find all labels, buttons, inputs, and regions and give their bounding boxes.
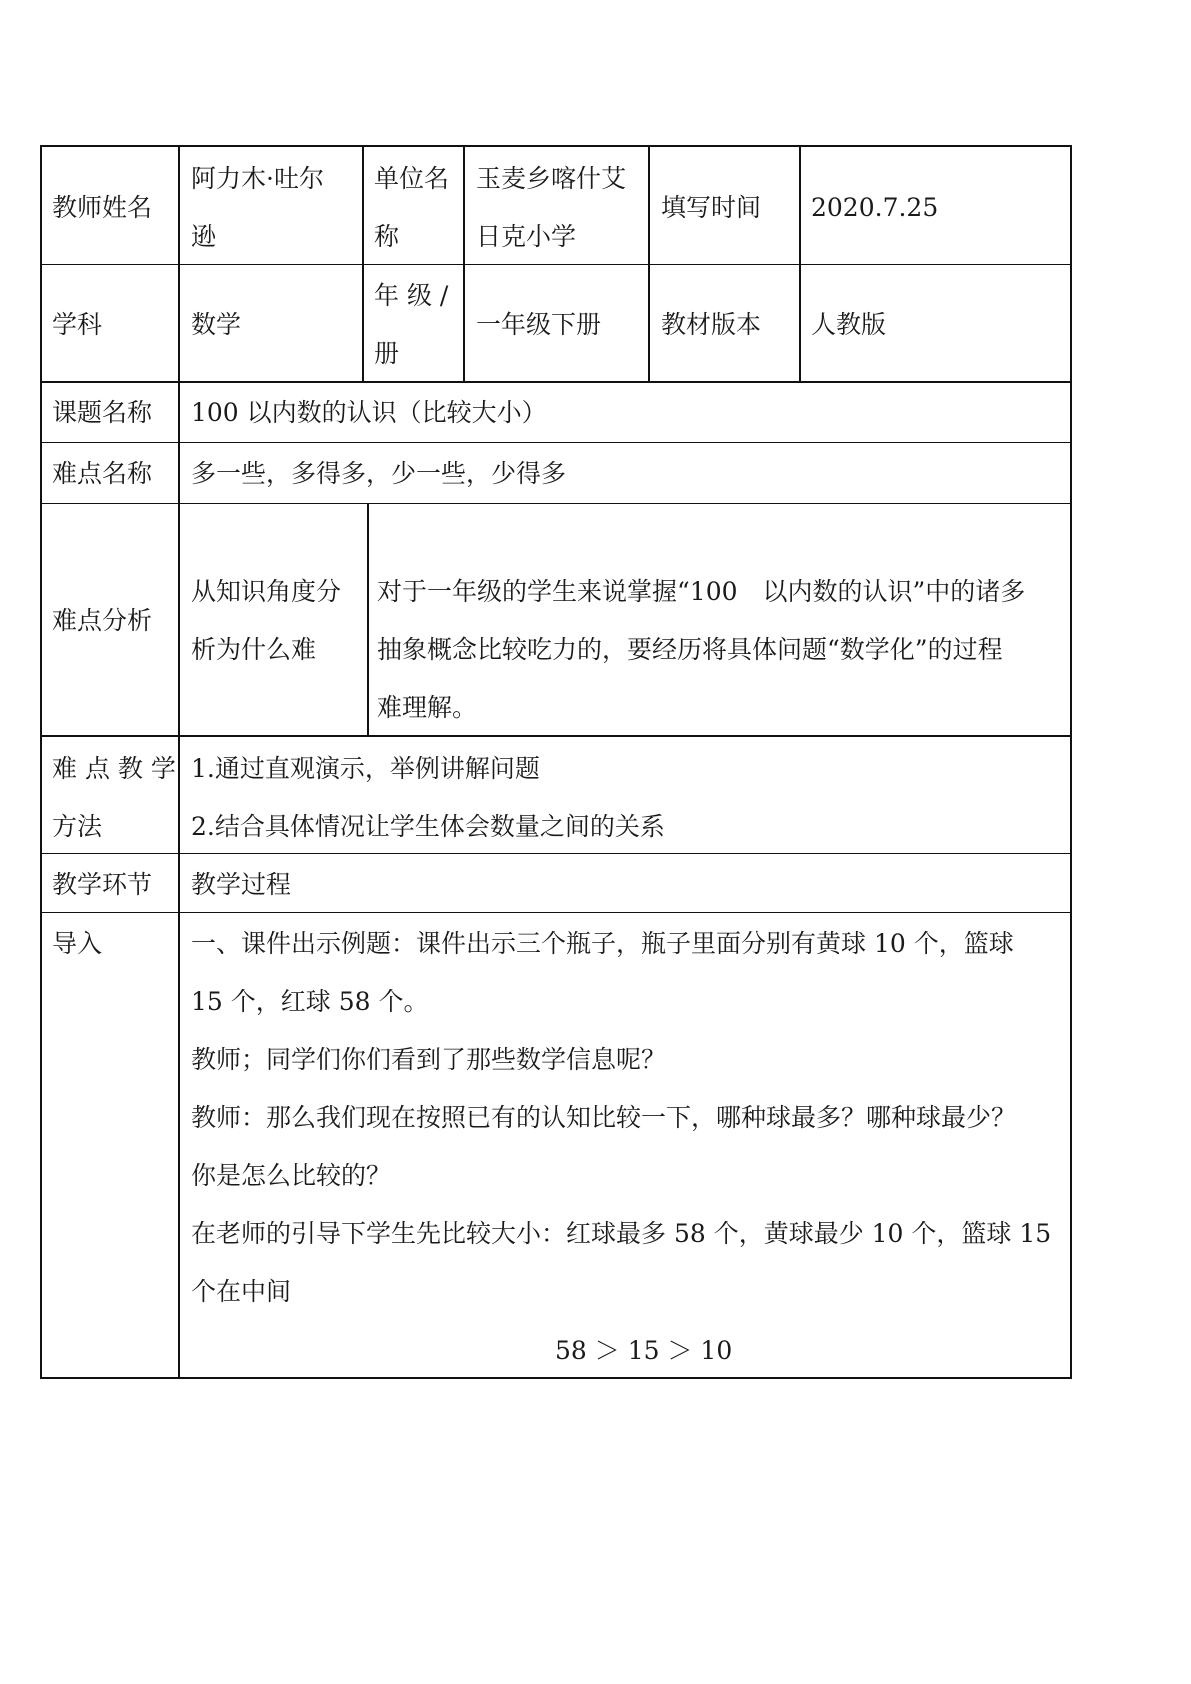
analysis-divider xyxy=(367,503,369,736)
difficulty-label: 难点名称 xyxy=(52,459,153,488)
grade-label-line1: 年 级 / xyxy=(374,281,449,310)
edition-value: 人教版 xyxy=(811,310,887,339)
date-value: 2020.7.25 xyxy=(811,193,939,222)
difficulty-value: 多一些，多得多，少一些，少得多 xyxy=(191,459,567,488)
intro-line-6: 在老师的引导下学生先比较大小：红球最多 58 个，黄球最少 10 个，篮球 15 xyxy=(191,1219,1052,1248)
table-border-left xyxy=(40,145,42,1379)
row-divider-5 xyxy=(40,735,1072,737)
teacher-name-line1: 阿力木·吐尔 xyxy=(191,164,324,193)
analysis-line-3: 难理解。 xyxy=(377,693,478,722)
unit-name-line2: 日克小学 xyxy=(476,222,577,251)
row-divider-1 xyxy=(40,264,1072,265)
unit-label-line2: 称 xyxy=(374,222,400,251)
topic-label: 课题名称 xyxy=(52,398,153,427)
teacher-name-line2: 逊 xyxy=(191,222,217,251)
process-value: 教学过程 xyxy=(191,870,292,899)
method-line-2: 2.结合具体情况让学生体会数量之间的关系 xyxy=(191,812,665,841)
subject-value: 数学 xyxy=(191,310,242,339)
unit-name-line1: 玉麦乡喀什艾 xyxy=(476,164,627,193)
method-label-line2: 方法 xyxy=(52,812,103,841)
intro-line-1: 一、课件出示例题：课件出示三个瓶子，瓶子里面分别有黄球 10 个，篮球 xyxy=(191,929,1014,958)
analysis-sub-line2: 析为什么难 xyxy=(191,635,317,664)
method-label-line1: 难 点 教 学 xyxy=(52,754,176,783)
analysis-line-2: 抽象概念比较吃力的，要经历将具体问题“数学化”的过程 xyxy=(377,635,1003,664)
table-border-bottom xyxy=(40,1377,1072,1379)
grade-label-line2: 册 xyxy=(374,339,400,368)
analysis-line-1: 对于一年级的学生来说掌握“100 以内数的认识”中的诸多 xyxy=(377,577,1026,606)
intro-formula: 58 ＞ 15 ＞ 10 xyxy=(555,1336,733,1365)
table-border-right xyxy=(1070,145,1072,1379)
analysis-label: 难点分析 xyxy=(52,606,153,635)
row-divider-4 xyxy=(40,503,1072,504)
method-line-1: 1.通过直观演示，举例讲解问题 xyxy=(191,754,540,783)
teacher-label: 教师姓名 xyxy=(52,193,153,222)
unit-label-line1: 单位名 xyxy=(374,164,450,193)
row-divider-2 xyxy=(40,381,1072,383)
analysis-sub-line1: 从知识角度分 xyxy=(191,577,342,606)
row-divider-3 xyxy=(40,442,1072,443)
date-label: 填写时间 xyxy=(661,193,762,222)
label-column-divider xyxy=(178,145,180,1379)
intro-line-7: 个在中间 xyxy=(191,1277,292,1306)
edition-label: 教材版本 xyxy=(661,310,762,339)
row-divider-7 xyxy=(40,912,1072,913)
intro-line-3: 教师；同学们你们看到了那些数学信息呢？ xyxy=(191,1045,667,1074)
intro-line-4: 教师：那么我们现在按照已有的认知比较一下，哪种球最多？哪种球最少？ xyxy=(191,1103,1017,1132)
table-border-top xyxy=(40,145,1072,147)
topic-value: 100 以内数的认识（比较大小） xyxy=(191,398,547,427)
subject-label: 学科 xyxy=(52,310,103,339)
grade-value: 一年级下册 xyxy=(476,310,602,339)
row-divider-6 xyxy=(40,853,1072,854)
intro-line-2: 15 个，红球 58 个。 xyxy=(191,987,429,1016)
intro-label: 导入 xyxy=(52,929,103,958)
intro-line-5: 你是怎么比较的？ xyxy=(191,1161,392,1190)
process-label: 教学环节 xyxy=(52,870,153,899)
